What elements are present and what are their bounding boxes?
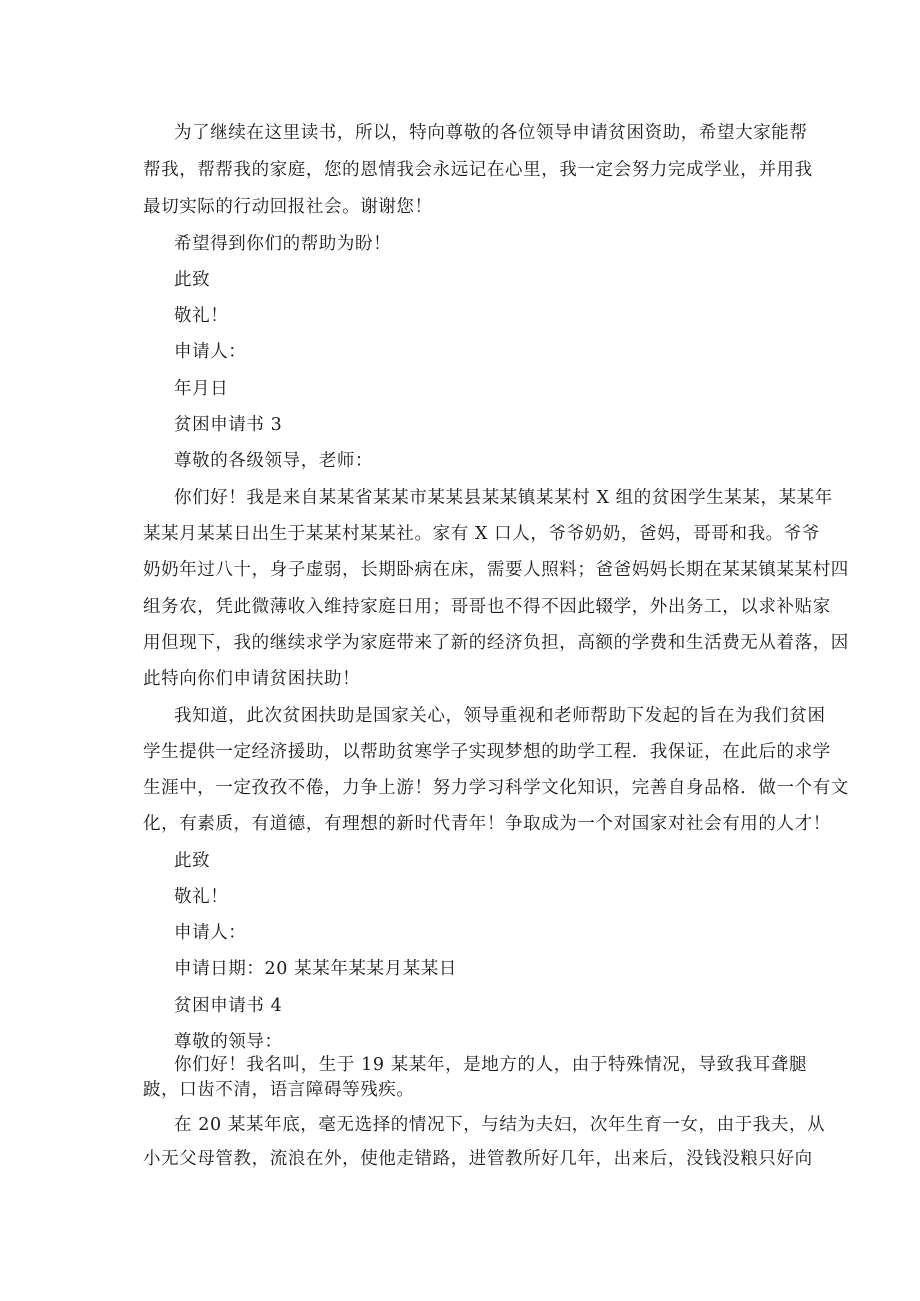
paragraph-line: 希望得到你们的帮助为盼！ [174,234,392,254]
paragraph-line: 帮我，帮帮我的家庭，您的恩情我会永远记在心里，我一定会努力完成学业，并用我 [143,160,813,180]
applicant-label: 申请人： [174,342,247,362]
paragraph-line: 为了继续在这里读书，所以，特向尊敬的各位领导申请贫困资助，希望大家能帮 [174,123,808,143]
paragraph-line: 化，有素质，有道德，有理想的新时代青年！争取成为一个对国家对社会有用的人才！ [143,814,831,834]
greeting-line: 尊敬的领导： [174,1032,283,1052]
paragraph-line: 某某月某某日出生于某某村某某社。家有 X 口人，爷爷奶奶，爸妈，哥哥和我。爷爷 [143,524,820,544]
salutation-line: 敬礼！ [174,306,229,326]
paragraph-line: 奶奶年过八十，身子虚弱，长期卧病在床，需要人照料；爸爸妈妈长期在某某镇某某村四 [143,560,849,580]
applicant-label: 申请人： [174,923,247,943]
paragraph-line: 用但现下，我的继续求学为家庭带来了新的经济负担，高额的学费和生活费无从着落，因 [143,633,849,653]
paragraph-line: 跛，口齿不清，语言障碍等残疾。 [143,1080,415,1100]
paragraph-line: 此特向你们申请贫困扶助！ [143,669,361,689]
paragraph-line: 最切实际的行动回报社会。谢谢您！ [143,197,433,217]
paragraph-line: 组务农，凭此微薄收入维持家庭日用；哥哥也不得不因此辍学，外出务工，以求补贴家 [143,597,831,617]
section-title: 贫困申请书 4 [174,996,283,1016]
closing-line: 此致 [174,270,211,290]
paragraph-line: 你们好！我名叫，生于 19 某某年，是地方的人，由于特殊情况，导致我耳聋腿 [174,1055,808,1075]
greeting-line: 尊敬的各级领导，老师： [174,451,374,471]
section-title: 贫困申请书 3 [174,415,283,435]
paragraph-line: 生涯中，一定孜孜不倦，力争上游！努力学习科学文化知识，完善自身品格．做一个有文 [143,778,849,798]
date-label: 年月日 [174,379,229,399]
paragraph-line: 学生提供一定经济援助，以帮助贫寒学子实现梦想的助学工程．我保证，在此后的求学 [143,742,831,762]
paragraph-line: 在 20 某某年底，毫无选择的情况下，与结为夫妇，次年生育一女，由于我夫，从 [174,1115,826,1135]
paragraph-line: 小无父母管教，流浪在外，使他走错路，进管教所好几年，出来后，没钱没粮只好向 [143,1149,813,1169]
date-label: 申请日期：20 某某年某某月某某日 [174,959,458,979]
paragraph-line: 我知道，此次贫困扶助是国家关心，领导重视和老师帮助下发起的旨在为我们贫困 [174,706,826,726]
paragraph-line: 你们好！我是来自某某省某某市某某县某某镇某某村 X 组的贫困学生某某，某某年 [174,488,833,508]
closing-line: 此致 [174,851,211,871]
salutation-line: 敬礼！ [174,887,229,907]
